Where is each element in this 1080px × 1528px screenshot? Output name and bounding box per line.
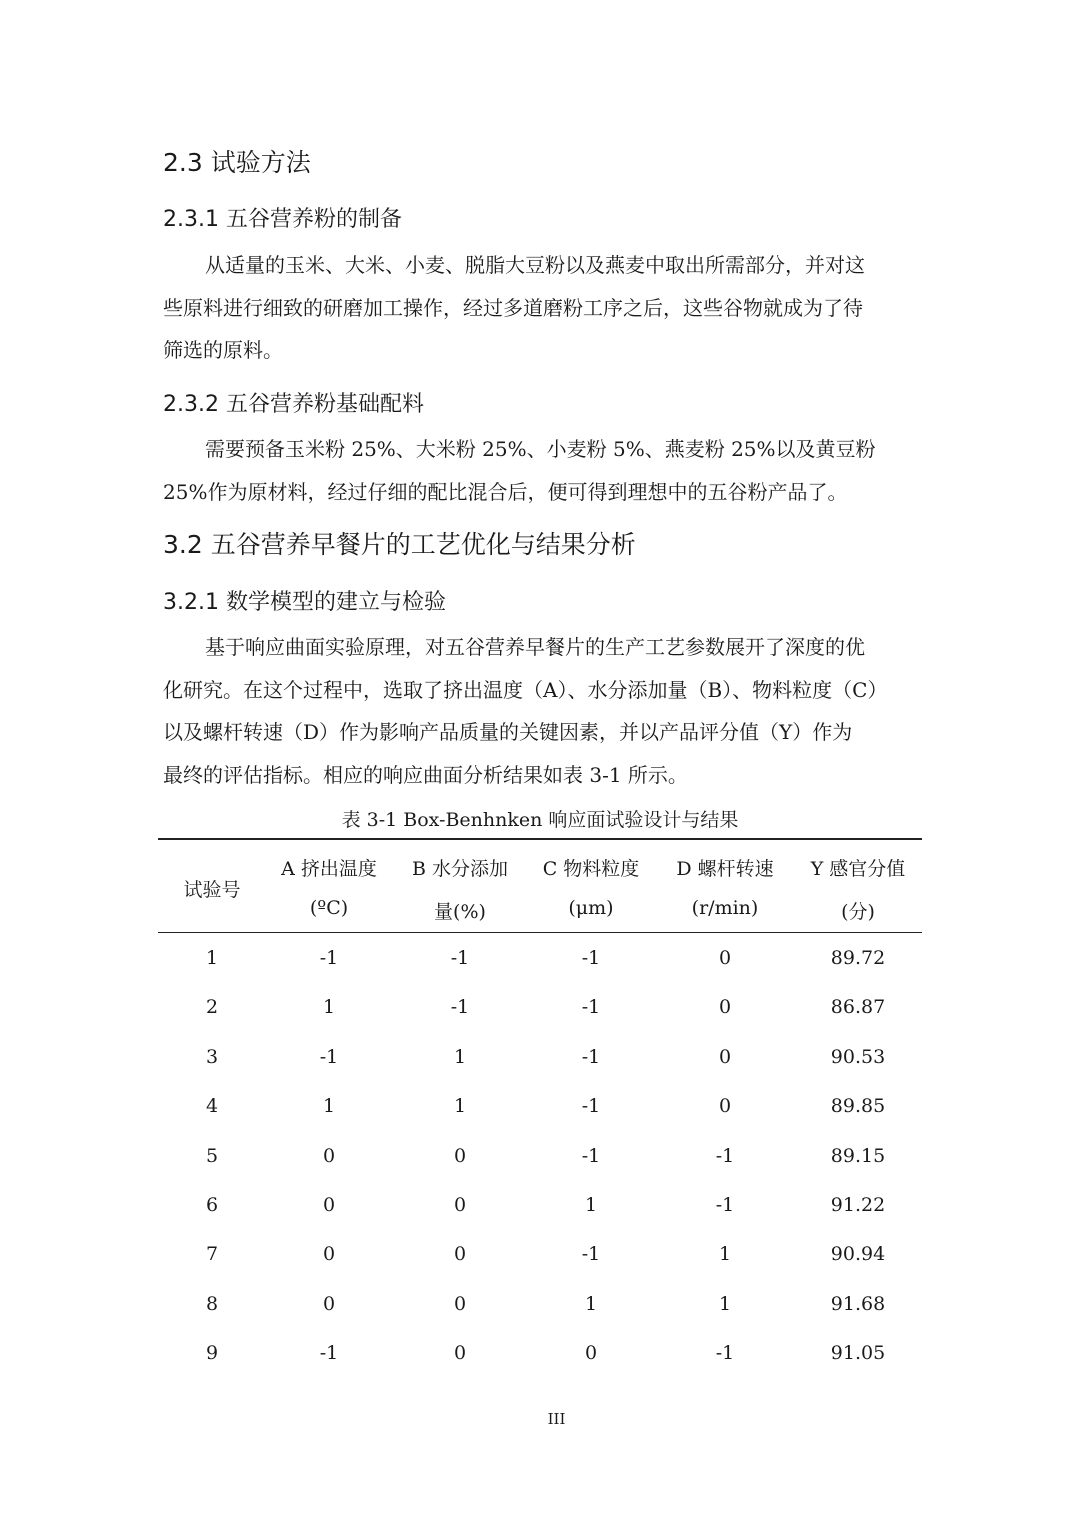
table-cell: 9 bbox=[205, 1342, 219, 1365]
para-line: 从适量的玉米、大米、小麦、脱脂大豆粉以及燕麦中取出所需部分，并对这 bbox=[205, 253, 865, 277]
table-cell: 1 bbox=[205, 947, 219, 969]
table-header-rule bbox=[158, 932, 922, 933]
para-line: 25%作为原材料，经过仔细的配比混合后，便可得到理想中的五谷粉产品了。 bbox=[163, 479, 848, 504]
table-cell: -1 bbox=[319, 1045, 339, 1068]
table-header-cell: Y 感官分值 bbox=[810, 858, 906, 880]
table-cell: 0 bbox=[718, 1045, 732, 1068]
table-cell: 2 bbox=[205, 996, 219, 1019]
table-header-cell: (μm) bbox=[568, 897, 614, 919]
paragraph-2-3-1 bbox=[163, 244, 916, 372]
paragraph-3-2-1 bbox=[163, 626, 916, 796]
table-header-cell: A 挤出温度 bbox=[281, 858, 377, 880]
table-cell: -1 bbox=[319, 1342, 339, 1365]
table-cell: -1 bbox=[715, 1194, 735, 1216]
heading-3-2-1: 3.2.1 数学模型的建立与检验 bbox=[163, 590, 446, 615]
table-cell: 0 bbox=[322, 1292, 336, 1315]
table-cell: 0 bbox=[453, 1342, 467, 1365]
table-cell: 5 bbox=[205, 1144, 219, 1167]
table-header-cell: C 物料粒度 bbox=[542, 858, 640, 880]
table-cell: 91.22 bbox=[830, 1194, 886, 1216]
table-cell: -1 bbox=[581, 996, 601, 1019]
table-cell: 86.87 bbox=[830, 996, 886, 1019]
table-cell: 1 bbox=[322, 1095, 336, 1118]
table-cell: 0 bbox=[453, 1243, 467, 1266]
table-cell: 1 bbox=[453, 1095, 467, 1118]
table-cell: -1 bbox=[581, 947, 601, 969]
table-cell: 1 bbox=[584, 1194, 598, 1216]
table-cell: -1 bbox=[319, 947, 339, 969]
table-header-cell: B 水分添加 bbox=[411, 858, 508, 880]
heading-2-3-2: 2.3.2 五谷营养粉基础配料 bbox=[163, 392, 424, 417]
table-cell: 7 bbox=[205, 1243, 219, 1266]
table-header-cell: (ºC) bbox=[309, 897, 349, 919]
table-header-cell: 试验号 bbox=[183, 879, 241, 901]
table-cell: 0 bbox=[322, 1243, 336, 1266]
table-cell: 8 bbox=[205, 1292, 219, 1315]
table-header-cell: (分) bbox=[841, 901, 875, 923]
para-line: 最终的评估指标。相应的响应曲面分析结果如表 3-1 所示。 bbox=[163, 762, 688, 787]
heading-2-3-1: 2.3.1 五谷营养粉的制备 bbox=[163, 207, 402, 232]
table-cell: 90.53 bbox=[830, 1045, 886, 1068]
table-cell: 89.15 bbox=[830, 1144, 886, 1167]
table-cell: 0 bbox=[322, 1194, 336, 1216]
table-caption: 表 3-1 Box-Benhnken 响应面试验设计与结果 bbox=[341, 809, 739, 831]
table-cell: -1 bbox=[715, 1342, 735, 1365]
table-cell: 0 bbox=[718, 1095, 732, 1118]
table-cell: -1 bbox=[450, 996, 470, 1019]
table-cell: 1 bbox=[584, 1292, 598, 1315]
table-cell: 89.72 bbox=[830, 947, 886, 969]
table-cell: 1 bbox=[453, 1045, 467, 1068]
table-cell: 4 bbox=[205, 1095, 219, 1118]
para-line: 些原料进行细致的研磨加工操作，经过多道磨粉工序之后，这些谷物就成为了待 bbox=[163, 295, 863, 320]
table-cell: -1 bbox=[581, 1045, 601, 1068]
table-cell: 0 bbox=[453, 1292, 467, 1315]
table-cell: 1 bbox=[718, 1243, 732, 1266]
table-cell: -1 bbox=[450, 947, 470, 969]
table-header-cell: 量(%) bbox=[434, 901, 486, 923]
para-line: 以及螺杆转速（D）作为影响产品质量的关键因素，并以产品评分值（Y）作为 bbox=[163, 720, 853, 744]
para-line: 基于响应曲面实验原理，对五谷营养早餐片的生产工艺参数展开了深度的优 bbox=[205, 635, 865, 659]
table-cell: 3 bbox=[205, 1045, 219, 1068]
table-cell: 0 bbox=[453, 1144, 467, 1167]
heading-3-2: 3.2 五谷营养早餐片的工艺优化与结果分析 bbox=[163, 530, 636, 559]
table-cell: 90.94 bbox=[830, 1243, 886, 1266]
table-header-cell: (r/min) bbox=[691, 897, 759, 919]
table-cell: 0 bbox=[584, 1342, 598, 1365]
table-cell: 1 bbox=[322, 996, 336, 1019]
table-cell: 91.05 bbox=[830, 1342, 886, 1365]
para-line: 需要预备玉米粉 25%、大米粉 25%、小麦粉 5%、燕麦粉 25%以及黄豆粉 bbox=[205, 437, 876, 461]
table-cell: -1 bbox=[715, 1144, 735, 1167]
table-cell: 0 bbox=[718, 947, 732, 969]
table-cell: 91.68 bbox=[830, 1292, 886, 1315]
page-number: III bbox=[547, 1410, 566, 1428]
para-line: 筛选的原料。 bbox=[163, 338, 283, 362]
table-cell: 0 bbox=[718, 996, 732, 1019]
table-header-cell: D 螺杆转速 bbox=[676, 858, 774, 880]
para-line: 化研究。在这个过程中，选取了挤出温度（A）、水分添加量（B）、物料粒度（C） bbox=[163, 677, 888, 702]
table-cell: -1 bbox=[581, 1144, 601, 1167]
table-cell: 1 bbox=[718, 1292, 732, 1315]
table-cell: -1 bbox=[581, 1243, 601, 1266]
heading-2-3: 2.3 试验方法 bbox=[163, 148, 311, 177]
table-cell: 6 bbox=[205, 1194, 219, 1216]
table-top-rule bbox=[158, 838, 922, 840]
table-cell: 0 bbox=[322, 1144, 336, 1167]
paragraph-2-3-2 bbox=[163, 428, 916, 513]
table-cell: 0 bbox=[453, 1194, 467, 1216]
table-cell: -1 bbox=[581, 1095, 601, 1118]
table-cell: 89.85 bbox=[830, 1095, 886, 1118]
